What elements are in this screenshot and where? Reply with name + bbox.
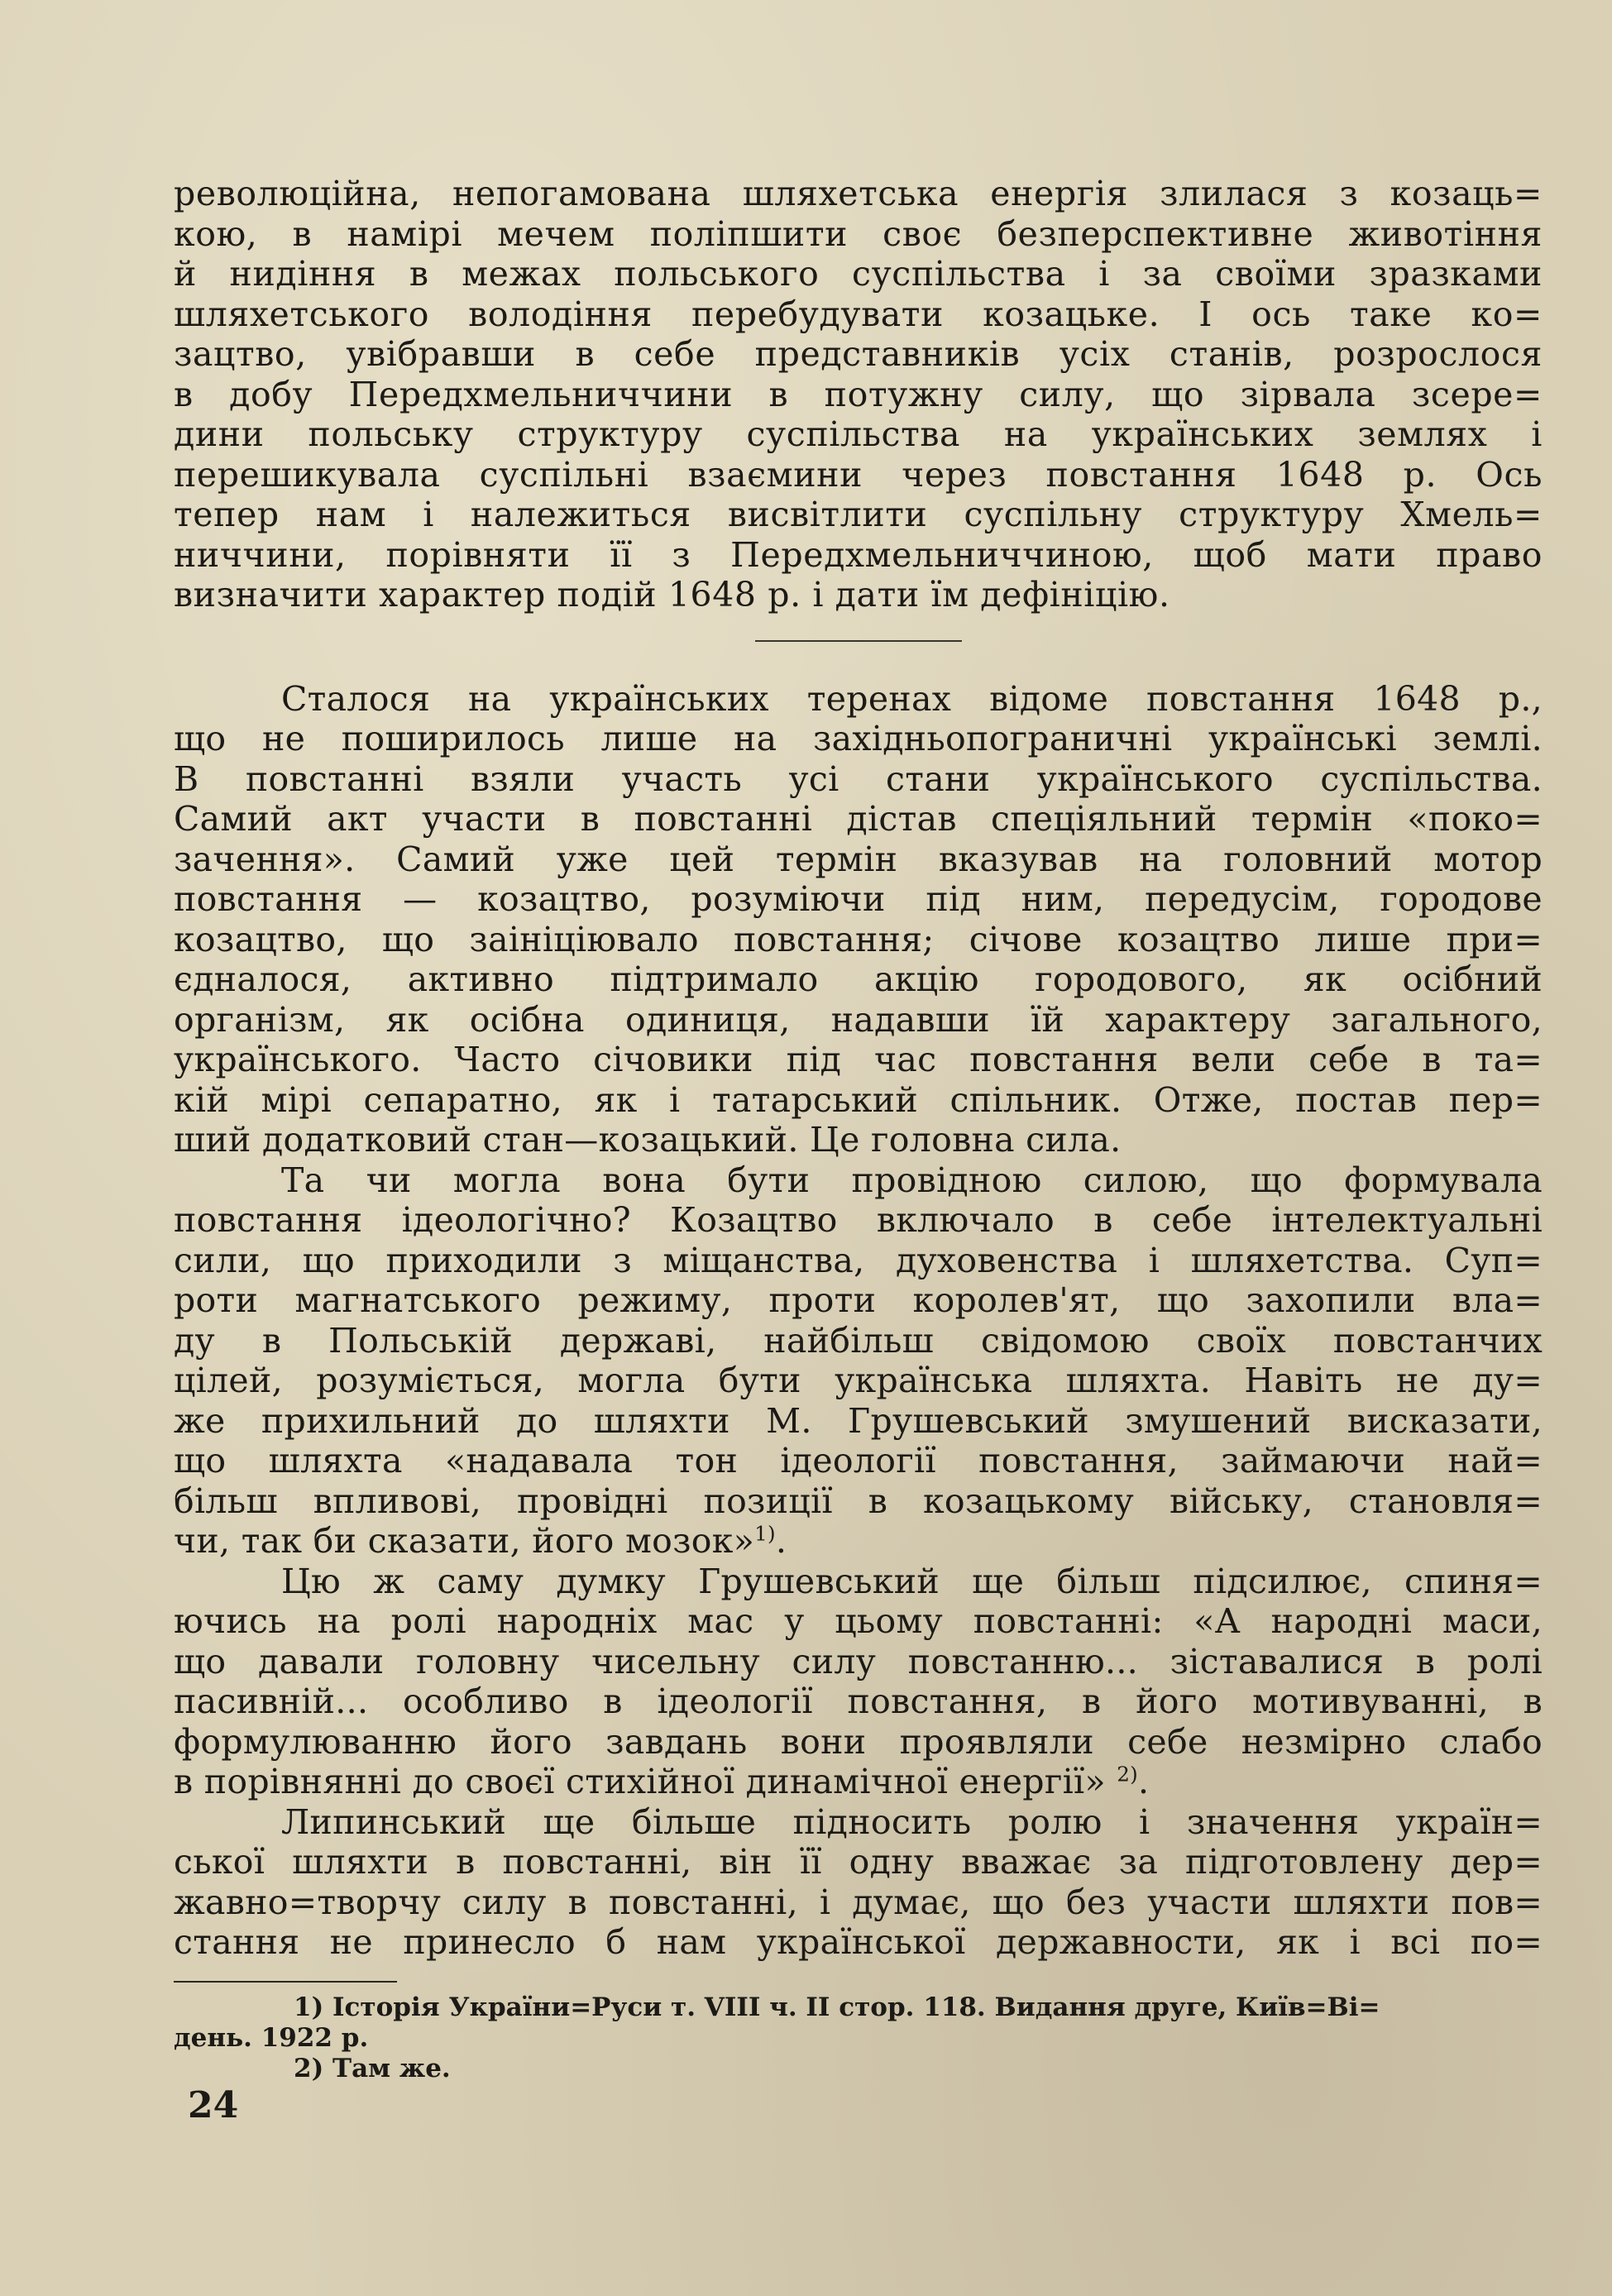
text-line: повстання ідеологічно? Козацтво включало в себе інтелектуальні [174,1200,1543,1240]
text-line: В повстанні взяли участь усі стани українського суспільства. [174,758,1543,799]
text-line: пасивній... особливо в ідеології повстання, в його мотивуванні, в [174,1681,1543,1721]
text-line: єдналося, активно підтримало акцію городового, як осібний [174,959,1543,999]
section-divider [755,640,962,642]
text-line: кій мірі сепаратно, як і татарський спільник. Отже, постав пер= [174,1079,1543,1120]
text-line: Цю ж саму думку Грушевський ще більш підсилює, спиня= [281,1561,1543,1601]
top-paragraph [174,174,1543,615]
text-line: цілей, розуміється, могла бути українська шляхта. Навіть не ду= [174,1361,1543,1400]
text-fragment: . [1138,1762,1150,1801]
text-fragment: в порівнянні до своєї стихійної динамічної енергії» [174,1762,1106,1801]
text-line: же прихильний до шляхти М. Грушевський змушений висказати, [174,1400,1543,1441]
footnote-rule [174,1981,397,1983]
text-line: ду в Польській державі, найбільш свідомою своїх повстанчих [174,1320,1543,1361]
text-line: що шляхта «надавала тон ідеології повстання, займаючи най= [174,1441,1543,1480]
text-line: тепер нам і належиться висвітлити суспільну структуру Хмель= [174,495,1543,534]
text-line: більш впливові, провідні позиції в козацькому війську, становля= [174,1480,1543,1521]
text-line [174,1521,1543,1562]
text-line: стання не принесло б нам української державности, як і всі по= [174,1922,1543,1962]
text-line [174,1762,1543,1802]
paragraph-2 [174,1160,1543,1562]
text-line: козацтво, що заініціювало повстання; січове козацтво лише при= [174,919,1543,959]
text-line: жавно=творчу силу в повстанні, і думає, що без участи шляхти пов= [174,1882,1543,1922]
text-line: в добу Передхмельниччини в потужну силу, що зірвала зсере= [174,374,1543,414]
text-line: Самий акт участи в повстанні дістав спеціяльний термін «поко= [174,799,1543,839]
text-line: що давали головну чисельну силу повстанню... зіставалися в ролі [174,1641,1543,1681]
text-line: ший додатковий стан—козацький. Це головна сила. [174,1120,1122,1160]
text-line: Сталося на українських теренах відоме повстання 1648 р., [281,678,1543,719]
text-line: зачення». Самий уже цей термін вказував на головний мотор [174,839,1543,879]
text-line: революційна, непогамована шляхетська енергія злилася з козаць= [174,174,1543,213]
text-line: визначити характер подій 1648 р. і дати їм дефініцію. [174,575,1170,615]
text-line: українського. Часто січовики під час повстання вели себе в та= [174,1040,1543,1079]
text-line: ниччини, порівняти її з Передхмельниччиною, щоб мати право [174,534,1543,575]
text-line: Липинський ще більше підносить ролю і значення україн= [281,1801,1543,1842]
text-line: що не поширилось лише на західньопограничні українські землі. [174,719,1543,758]
text-line: Та чи могла вона бути провідною силою, що формувала [281,1160,1543,1200]
text-fragment: чи, так би сказати, його мозок» [174,1521,755,1561]
text-line: роти магнатського режиму, проти королев'ят, що захопили вла= [174,1280,1543,1320]
footnote-2: 2) Там же. [294,2053,451,2083]
footnote-ref-1: 1) [754,1521,776,1546]
page-body [174,174,1543,2084]
text-line: сили, що приходили з міщанства, духовенства і шляхетства. Суп= [174,1240,1543,1280]
footnote-1-continuation: день. 1922 р. [174,2022,369,2053]
paragraph-1 [174,679,1543,1160]
text-line: організм, як осібна одиниця, надавши їй характеру загального, [174,999,1543,1040]
text-line: ської шляхти в повстанні, він її одну вважає за підготовлену дер= [174,1842,1543,1882]
text-line: ючись на ролі народніх мас у цьому повстанні: «А народні маси, [174,1601,1543,1641]
text-line: шляхетського володіння перебудувати козацьке. І ось таке ко= [174,294,1543,334]
text-line: формулюванню його завдань вони проявляли себе незмірно слабо [174,1721,1543,1762]
paragraph-3 [174,1562,1543,1802]
text-line: кою, в намірі мечем поліпшити своє безперспективне животіння [174,213,1543,254]
text-line: перешикувала суспільні взаємини через повстання 1648 р. Ось [174,454,1543,495]
text-line: зацтво, увібравши в себе представників усіх станів, розрослося [174,334,1543,374]
footnote-1: 1) Історія України=Руси т. VIII ч. II стор. 118. Видання друге, Київ=Ві= [294,1992,1380,2022]
page-number: 24 [188,2084,239,2126]
footnotes [174,1992,1543,2084]
text-fragment: . [775,1521,787,1561]
section-two [174,679,1543,1963]
paragraph-4 [174,1802,1543,1963]
text-line: й нидіння в межах польського суспільства і за своїми зразками [174,254,1543,294]
footnote-ref-2: 2) [1117,1762,1139,1787]
text-line: дини польську структуру суспільства на українських землях і [174,414,1543,454]
text-line: повстання — козацтво, розуміючи під ним, передусім, городове [174,879,1543,919]
